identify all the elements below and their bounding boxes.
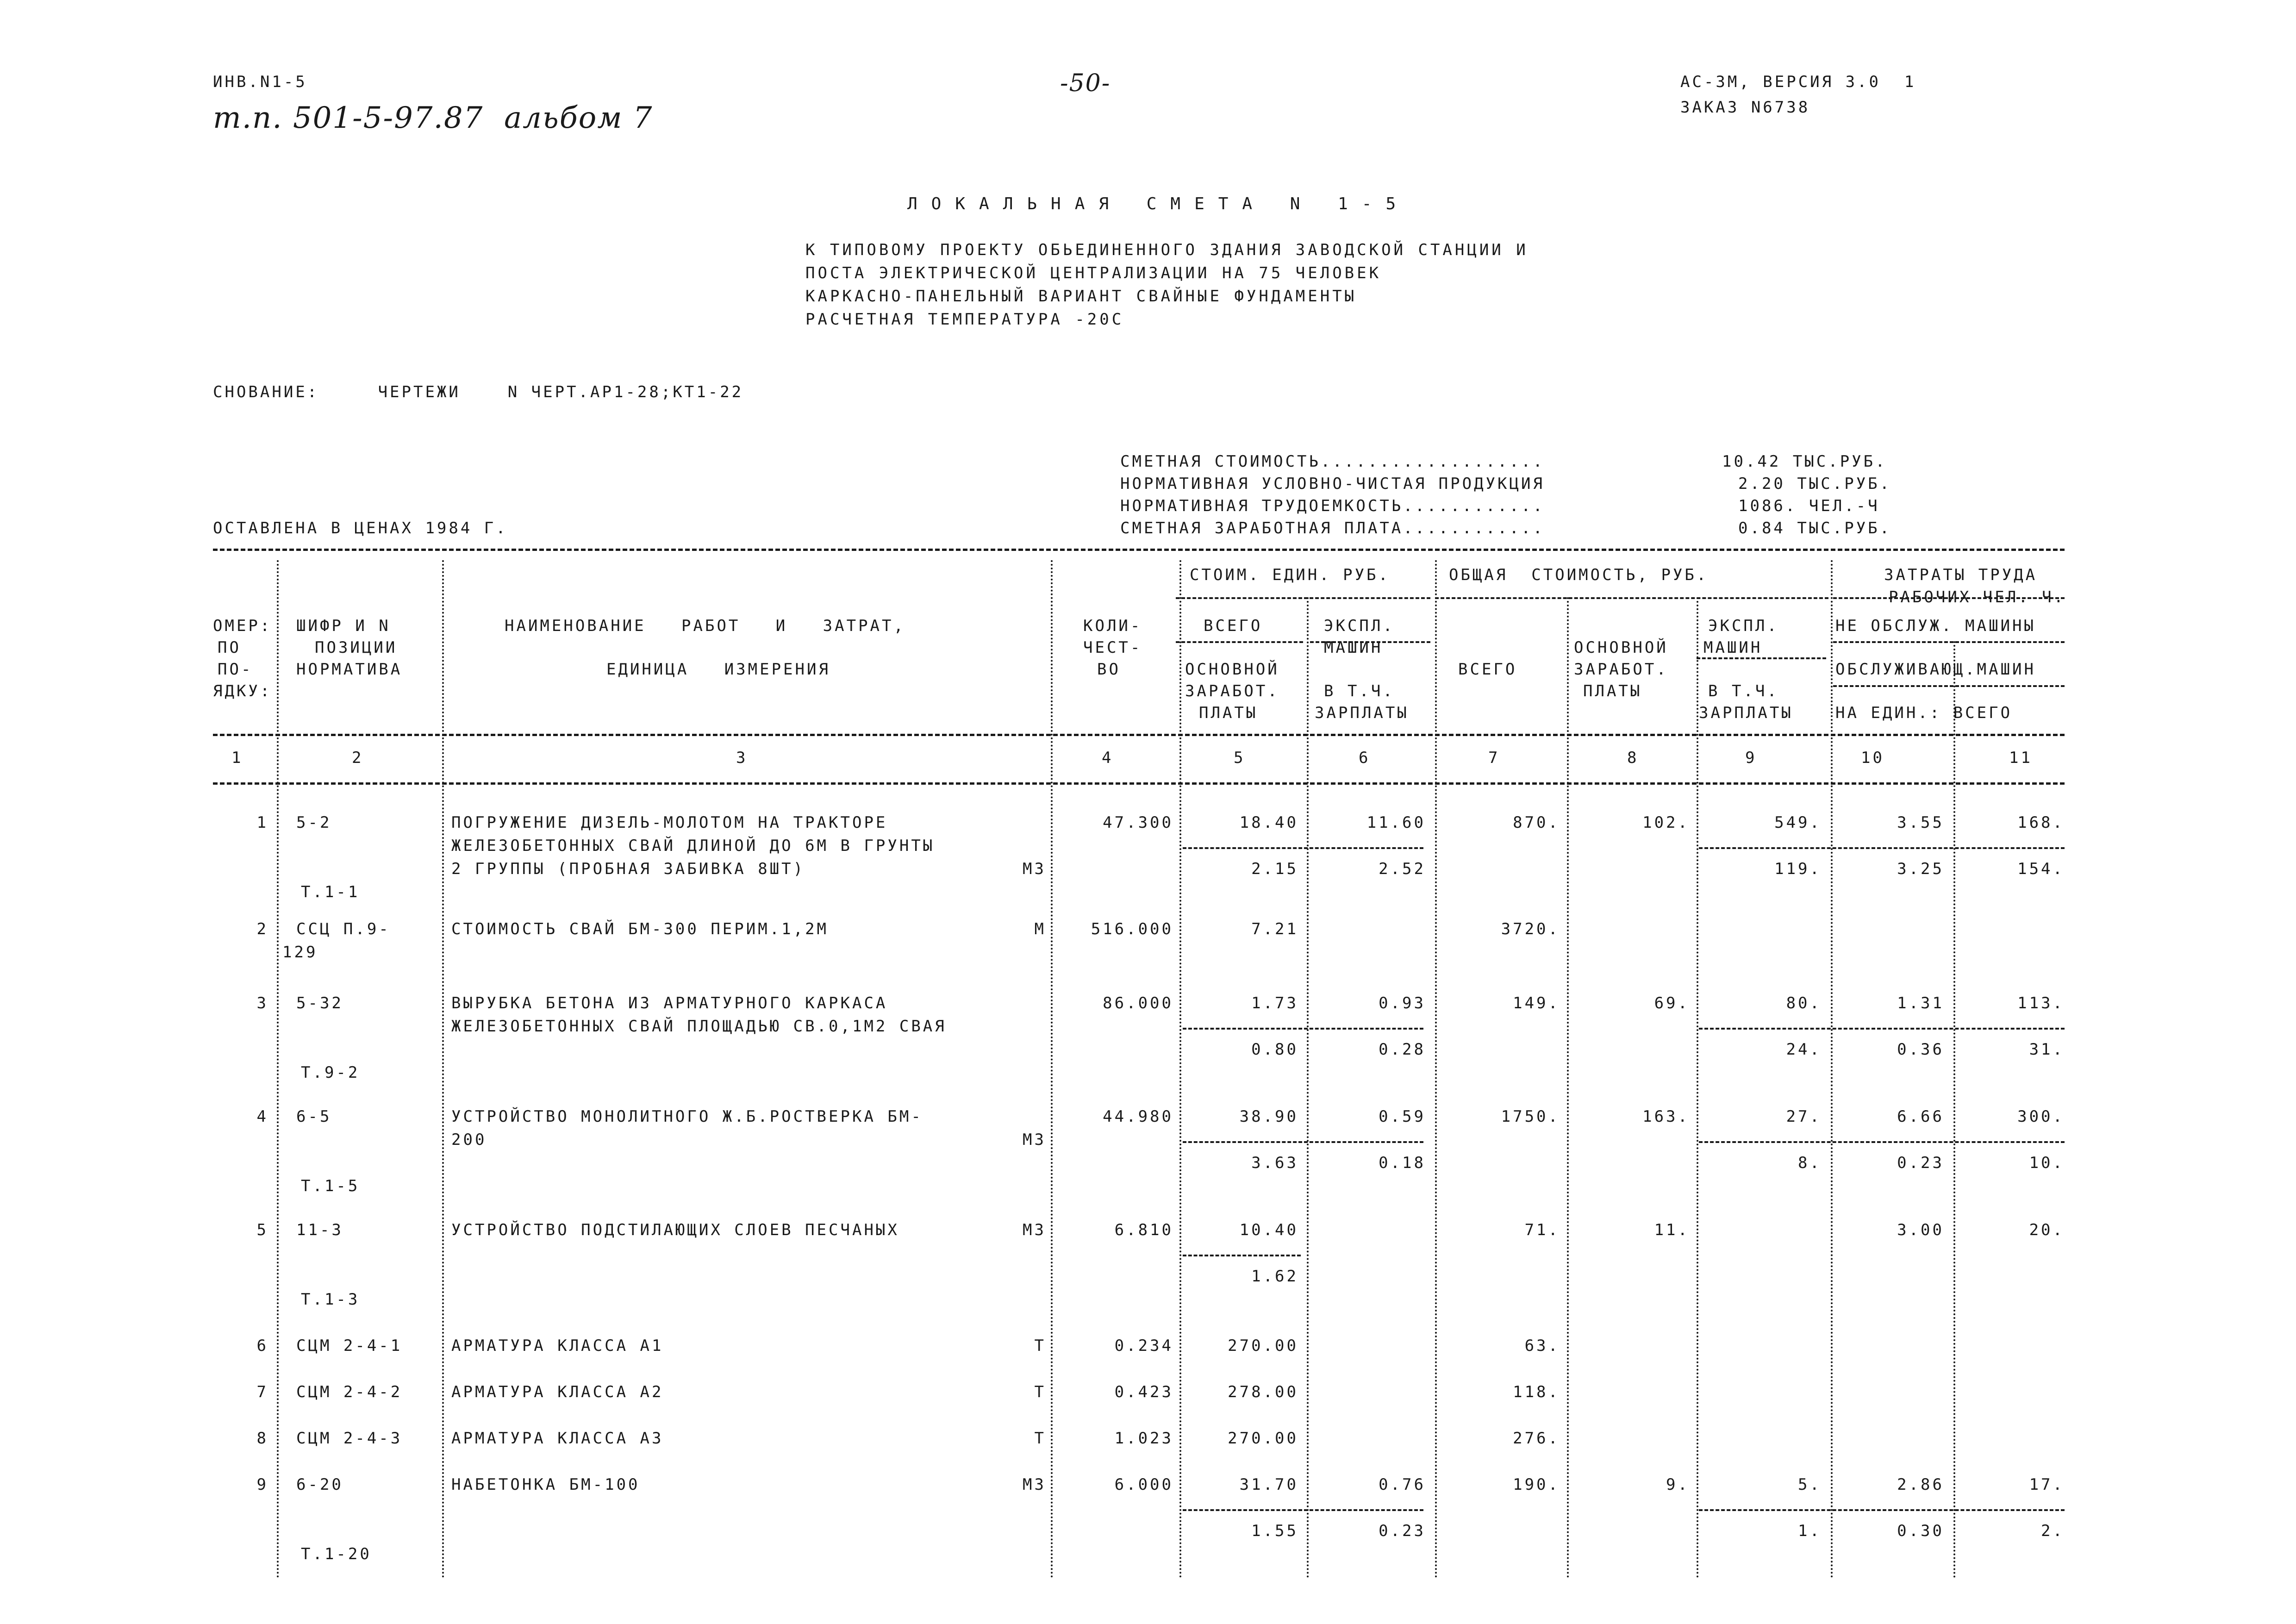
summary-value-product: 2.20 ТЫС.РУБ. [1738,475,1892,493]
subtitle-line-4: РАСЧЕТНАЯ ТЕМПЕРАТУРА -20С [805,310,1124,329]
hdr-c4-3: ВО [1097,660,1121,679]
row-c7: 190. [1513,1475,1560,1494]
summary-label-product: НОРМАТИВНАЯ УСЛОВНО-ЧИСТАЯ ПРОДУКЦИЯ [1120,475,1545,493]
subtitle-line-1: К ТИПОВОМУ ПРОЕКТУ ОБЬЕДИНЕННОГО ЗДАНИЯ ЗАВОДСКОЙ СТАНЦИИ И [805,241,1529,259]
col-sep-9 [1831,560,1833,1579]
row-name-line: УСТРОЙСТВО ПОДСТИЛАЮЩИХ СЛОЕВ ПЕСЧАНЫХ [451,1221,899,1239]
basis-line: СНОВАНИЕ: ЧЕРТЕЖИ N ЧЕРТ.АР1-28;КТ1-22 [213,383,744,401]
row-c11b: 154. [2017,860,2065,878]
row-code: 5-2 [296,813,332,832]
row-c9: 27. [1786,1107,1822,1126]
unit-cost-group-rule [1176,597,1430,599]
row-split-rule [1183,1509,1423,1511]
hdr-c10-2: ОБСЛУЖИВАЮЩ.МАШИН [1835,660,2036,679]
column-number-10: 10 [1861,749,1884,767]
row-qty: 516.000 [1091,920,1173,938]
col-sep-2 [442,560,444,1579]
table-top-rule [213,549,2065,551]
row-split-rule [1183,847,1423,849]
summary-label-cost: СМЕТНАЯ СТОИМОСТЬ................... [1120,452,1545,471]
row-c10: 6.66 [1897,1107,1944,1126]
row-c5b: 0.80 [1251,1040,1298,1059]
row-name-line: ЖЕЛЕЗОБЕТОННЫХ СВАЙ ДЛИНОЙ ДО 6М В ГРУНТЫ [451,837,935,855]
hdr-c1-2: ПО [218,638,241,657]
row-c10: 2.86 [1897,1475,1944,1494]
hdr-c9-2: МАШИН [1703,638,1763,657]
row-unit: М3 [1023,860,1046,878]
row-code: СЦМ 2-4-1 [296,1337,403,1355]
row-c5: 7.21 [1251,920,1298,938]
row-c9: 80. [1786,994,1822,1012]
row-qty: 0.234 [1114,1337,1173,1355]
row-unit: Т [1034,1383,1046,1401]
row-c7: 63. [1524,1337,1560,1355]
row-qty: 86.000 [1103,994,1173,1012]
row-c7: 3720. [1501,920,1560,938]
row-number: 3 [256,994,268,1012]
subtitle-line-3: КАРКАСНО-ПАНЕЛЬНЫЙ ВАРИАНТ СВАЙНЫЕ ФУНДАМЕНТЫ [805,287,1357,306]
row-unit: М3 [1023,1131,1046,1149]
row-c5b: 3.63 [1251,1154,1298,1172]
hdr-c1-1: ОМЕР: [213,617,272,635]
row-c8: 163. [1642,1107,1690,1126]
col-sep-4 [1179,560,1181,1579]
row-qty: 1.023 [1114,1429,1173,1448]
row-c11b: 10. [2029,1154,2065,1172]
row-c5: 1.73 [1251,994,1298,1012]
hdr-c6-2: МАШИН [1324,638,1383,657]
row-c10: 3.55 [1897,813,1944,832]
row-unit: М3 [1023,1221,1046,1239]
row-c9b: 24. [1786,1040,1822,1059]
row-sub-reference: Т.1-20 [301,1545,372,1563]
row-c11b: 2. [2041,1522,2065,1540]
summary-value-wages: 0.84 ТЫС.РУБ. [1738,519,1892,537]
column-number-1: 1 [231,749,243,767]
row-code: ССЦ П.9- [296,920,391,938]
row-code: 5-32 [296,994,343,1012]
row-labor-split-rule [1699,847,2065,849]
hdr-c9-4: ЗАРПЛАТЫ [1699,704,1793,722]
hdr-c6-4: ЗАРПЛАТЫ [1315,704,1409,722]
row-c5b: 1.55 [1251,1522,1298,1540]
hdr-c5-1: ВСЕГО [1204,617,1263,635]
row-c5: 10.40 [1239,1221,1298,1239]
row-c7: 870. [1513,813,1560,832]
row-c6b: 0.18 [1379,1154,1426,1172]
row-qty: 6.810 [1114,1221,1173,1239]
hdr-c5-4: ПЛАТЫ [1199,704,1258,722]
row-number: 4 [256,1107,268,1126]
column-number-4: 4 [1102,749,1114,767]
row-code: СЦМ 2-4-3 [296,1429,403,1448]
row-number: 5 [256,1221,268,1239]
row-sub-reference: Т.1-1 [301,883,360,901]
summary-label-labor: НОРМАТИВНАЯ ТРУДОЕМКОСТЬ............ [1120,497,1545,515]
order-number: ЗАКАЗ N6738 [1680,98,1810,117]
row-c10b: 0.23 [1897,1154,1944,1172]
col-sep-6 [1435,560,1437,1579]
row-c5: 31.70 [1239,1475,1298,1494]
hdr-c9-1: ЭКСПЛ. [1708,617,1779,635]
row-name-line: НАБЕТОНКА БМ-100 [451,1475,640,1494]
hdr-c8-3: ПЛАТЫ [1583,682,1642,700]
col-sep-3 [1051,560,1053,1579]
row-unit: Т [1034,1337,1046,1355]
row-c6: 0.59 [1379,1107,1426,1126]
c9-sub-rule [1697,657,1826,659]
hdr-c4-2: ЧЕСТ- [1083,638,1142,657]
hdr-c6-3: В Т.Ч. [1324,682,1395,700]
handwritten-project-note: т.п. 501-5-97.87 альбом 7 [213,101,653,135]
hdr-c10-1: НЕ ОБСЛУЖ. МАШИНЫ [1835,617,2036,635]
row-number: 1 [256,813,268,832]
row-unit: М [1034,920,1046,938]
row-name-line: УСТРОЙСТВО МОНОЛИТНОГО Ж.Б.РОСТВЕРКА БМ- [451,1107,923,1126]
row-c8: 102. [1642,813,1690,832]
column-number-11: 11 [2009,749,2033,767]
inventory-number: ИНВ.N1-5 [213,73,307,91]
hdr-c2-2: ПОЗИЦИИ [315,638,398,657]
summary-value-labor: 1086. ЧЕЛ.-Ч [1738,497,1880,515]
summary-label-wages: СМЕТНАЯ ЗАРАБОТНАЯ ПЛАТА............ [1120,519,1545,537]
row-code: 6-20 [296,1475,343,1494]
document-title: ЛОКАЛЬНАЯ СМЕТА N 1-5 [907,194,1410,213]
row-c7: 71. [1524,1221,1560,1239]
row-sub-reference: Т.1-5 [301,1177,360,1195]
row-qty: 47.300 [1103,813,1173,832]
row-sub-reference: Т.9-2 [301,1063,360,1082]
row-c7: 1750. [1501,1107,1560,1126]
hdr-c3-2: ЕДИНИЦА ИЗМЕРЕНИЯ [606,660,830,679]
row-c7: 118. [1513,1383,1560,1401]
column-number-8: 8 [1627,749,1639,767]
hdr-c3-1: НАИМЕНОВАНИЕ РАБОТ И ЗАТРАТ, [505,617,905,635]
row-c10b: 0.30 [1897,1522,1944,1540]
row-qty: 6.000 [1114,1475,1173,1494]
row-c7: 149. [1513,994,1560,1012]
row-c9: 549. [1774,813,1822,832]
row-c9b: 8. [1798,1154,1822,1172]
total-cost-group-rule [1435,597,1828,599]
row-c11: 20. [2029,1221,2065,1239]
row-unit: М3 [1023,1475,1046,1494]
hdr-c9-3: В Т.Ч. [1708,682,1779,700]
row-c5b: 1.62 [1251,1267,1298,1286]
row-sub-reference: Т.1-3 [301,1290,360,1309]
hdr-group-unit-cost: СТОИМ. ЕДИН. РУБ. [1190,566,1390,584]
row-c10: 3.00 [1897,1221,1944,1239]
hdr-c10-3: НА ЕДИН.: ВСЕГО [1835,704,2013,722]
c10-sub-rule-2 [1833,685,2065,687]
row-number: 8 [256,1429,268,1448]
page-number: -50- [1060,69,1111,97]
hdr-c7: ВСЕГО [1458,660,1517,679]
hdr-c1-3: ПО- [218,660,253,679]
column-number-6: 6 [1359,749,1371,767]
row-c11b: 31. [2029,1040,2065,1059]
row-name-line: АРМАТУРА КЛАССА А3 [451,1429,664,1448]
row-c9b: 1. [1798,1522,1822,1540]
column-number-2: 2 [352,749,364,767]
row-qty: 0.423 [1114,1383,1173,1401]
summary-value-cost: 10.42 ТЫС.РУБ. [1722,452,1887,471]
row-name-line: 200 [451,1131,487,1149]
row-number: 9 [256,1475,268,1494]
header-bottom-rule [213,734,2065,736]
hdr-c1-4: ЯДКУ: [213,682,272,700]
prices-note: ОСТАВЛЕНА В ЦЕНАХ 1984 Г. [213,519,508,537]
row-c11: 17. [2029,1475,2065,1494]
row-number: 7 [256,1383,268,1401]
row-c11: 113. [2017,994,2065,1012]
row-c8: 9. [1666,1475,1690,1494]
row-c5: 18.40 [1239,813,1298,832]
row-c6b: 0.23 [1379,1522,1426,1540]
row-name-line: СТОИМОСТЬ СВАЙ БМ-300 ПЕРИМ.1,2М [451,920,829,938]
row-c5: 270.00 [1228,1429,1298,1448]
col-sep-5 [1307,597,1309,1579]
row-unit: Т [1034,1429,1046,1448]
col-sep-1 [277,560,279,1579]
hdr-c8-1: ОСНОВНОЙ [1574,638,1668,657]
hdr-c4-1: КОЛИ- [1083,617,1142,635]
row-number: 6 [256,1337,268,1355]
column-number-3: 3 [736,749,748,767]
row-c10b: 0.36 [1897,1040,1944,1059]
hdr-group-labor-2: РАБОЧИХ ЧЕЛ.-Ч. [1889,588,2066,606]
c5-sub-rule [1176,641,1303,643]
row-name-line: ЖЕЛЕЗОБЕТОННЫХ СВАЙ ПЛОЩАДЬЮ СВ.0,1М2 СВАЯ [451,1017,947,1036]
col-sep-8 [1697,597,1698,1579]
row-c11: 168. [2017,813,2065,832]
row-name-line: ВЫРУБКА БЕТОНА ИЗ АРМАТУРНОГО КАРКАСА [451,994,888,1012]
hdr-c5-3: ЗАРАБОТ. [1185,682,1279,700]
row-labor-split-rule [1699,1141,2065,1143]
row-c6b: 2.52 [1379,860,1426,878]
row-c9b: 119. [1774,860,1822,878]
row-c5: 38.90 [1239,1107,1298,1126]
hdr-group-labor-1: ЗАТРАТЫ ТРУДА [1884,566,2038,584]
row-name-line: АРМАТУРА КЛАССА А1 [451,1337,664,1355]
row-name-line: 2 ГРУППЫ (ПРОБНАЯ ЗАБИВКА 8ШТ) [451,860,805,878]
row-c7: 276. [1513,1429,1560,1448]
hdr-c2-1: ШИФР И N [296,617,391,635]
row-labor-split-rule [1699,1509,2065,1511]
row-c5: 270.00 [1228,1337,1298,1355]
row-code: 11-3 [296,1221,343,1239]
row-number: 2 [256,920,268,938]
row-code: СЦМ 2-4-2 [296,1383,403,1401]
subtitle-line-2: ПОСТА ЭЛЕКТРИЧЕСКОЙ ЦЕНТРАЛИЗАЦИИ НА 75 ЧЕЛОВЕК [805,264,1382,282]
row-c10b: 3.25 [1897,860,1944,878]
row-c8: 11. [1654,1221,1690,1239]
column-number-7: 7 [1488,749,1500,767]
numbers-bottom-rule [213,782,2065,785]
row-c5b: 2.15 [1251,860,1298,878]
row-labor-split-rule [1699,1028,2065,1030]
row-name-line: АРМАТУРА КЛАССА А2 [451,1383,664,1401]
row-c10: 1.31 [1897,994,1944,1012]
hdr-c2-3: НОРМАТИВА [296,660,403,679]
hdr-c5-2: ОСНОВНОЙ [1185,660,1279,679]
row-split-rule [1183,1028,1423,1030]
row-code: 6-5 [296,1107,332,1126]
hdr-c6-1: ЭКСПЛ. [1324,617,1395,635]
row-code-continued: 129 [282,943,318,962]
c10-sub-rule [1833,641,2065,643]
row-c8: 69. [1654,994,1690,1012]
program-version: АС-3М, ВЕРСИЯ 3.0 1 [1680,73,1916,91]
col-sep-7 [1567,597,1569,1579]
row-c11: 300. [2017,1107,2065,1126]
row-c6: 0.76 [1379,1475,1426,1494]
row-qty: 44.980 [1103,1107,1173,1126]
column-number-9: 9 [1745,749,1757,767]
row-c5: 278.00 [1228,1383,1298,1401]
row-c9: 5. [1798,1475,1822,1494]
hdr-group-total-cost: ОБЩАЯ СТОИМОСТЬ, РУБ. [1449,566,1709,584]
row-split-rule [1183,1141,1423,1143]
row-c6: 11.60 [1366,813,1426,832]
row-split-rule [1183,1255,1301,1256]
row-c6: 0.93 [1379,994,1426,1012]
row-c6b: 0.28 [1379,1040,1426,1059]
column-number-5: 5 [1234,749,1246,767]
row-name-line: ПОГРУЖЕНИЕ ДИЗЕЛЬ-МОЛОТОМ НА ТРАКТОРЕ [451,813,888,832]
hdr-c8-2: ЗАРАБОТ. [1574,660,1668,679]
